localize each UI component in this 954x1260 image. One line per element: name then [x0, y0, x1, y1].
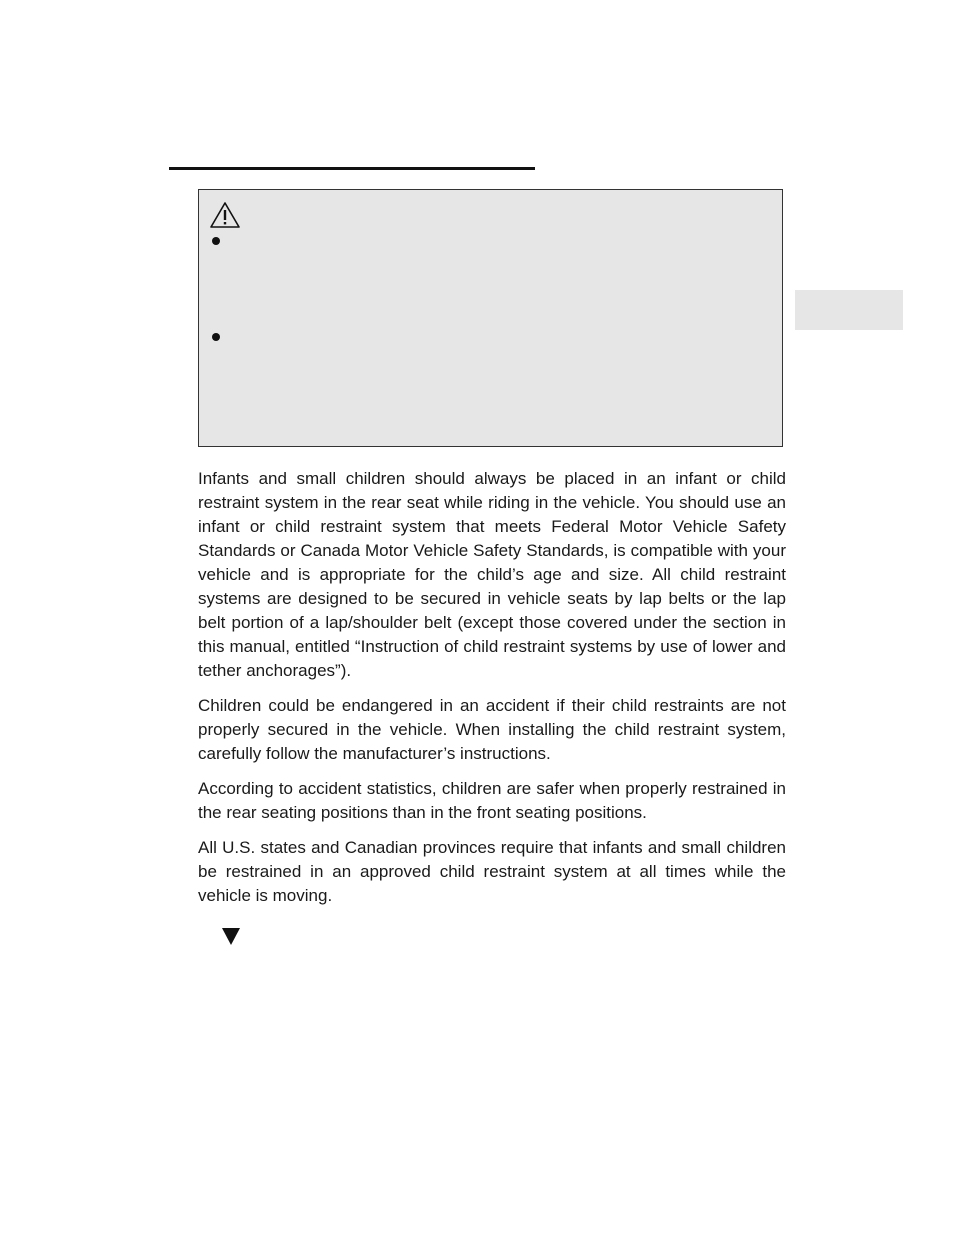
paragraph: All U.S. states and Canadian provinces require that infants and small children be restrained in an approved child restraint system at all times while the vehicle is moving.	[198, 838, 786, 905]
warning-bullet	[212, 237, 220, 245]
paragraph: According to accident statistics, children are safer when properly restrained in the rear seating positions than in the front seating positions.	[198, 779, 786, 822]
section-header-rule	[169, 167, 535, 170]
warning-bullet	[212, 333, 220, 341]
down-triangle-icon	[222, 928, 240, 945]
warning-triangle-icon	[209, 201, 241, 229]
paragraph: Children could be endangered in an accident if their child restraints are not properly secured in the vehicle. When installing the child restraint system, carefully follow the manufacturer’s instructions.	[198, 696, 786, 763]
body-text	[198, 467, 786, 919]
chapter-tab	[795, 290, 903, 330]
warning-box	[198, 189, 783, 447]
paragraph: Infants and small children should always be placed in an infant or child restraint system in the rear seat while riding in the vehicle. You should use an infant or child restraint system that meets Federal Motor Vehicle Safety Standards or Canada Motor Vehicle Safety Standards, is compatible with your vehicle and is appropriate for the child’s age and size. All child restraint systems are designed to be secured in vehicle seats by lap belts or the lap belt portion of a lap/shoulder belt (except those covered under the section in this manual, entitled “Instruction of child restraint systems by use of lower and tether anchorages”).	[198, 469, 786, 680]
